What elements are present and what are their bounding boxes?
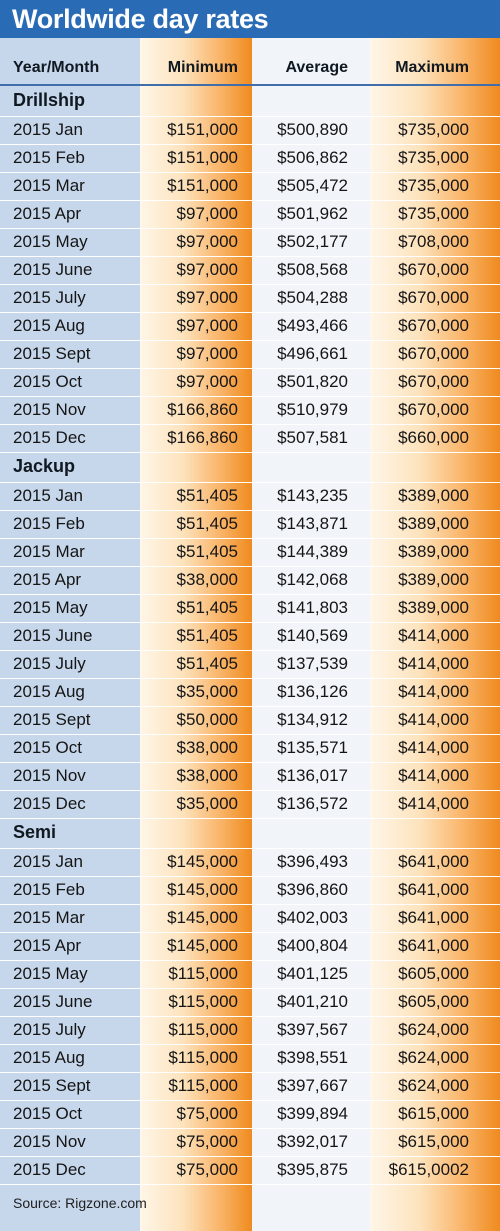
section-label-semi: Semi <box>13 822 57 842</box>
table-row <box>0 256 500 284</box>
minimum-cell: $145,000 <box>167 880 238 899</box>
table-row <box>0 1072 500 1100</box>
average-cell: $136,126 <box>277 682 348 701</box>
maximum-cell: $735,000 <box>398 120 469 139</box>
month-cell: 2015 Aug <box>13 1048 85 1067</box>
minimum-cell: $51,405 <box>176 514 238 533</box>
maximum-cell: $735,000 <box>398 148 469 167</box>
maximum-cell: $641,000 <box>398 852 469 871</box>
table-row <box>0 144 500 172</box>
average-cell: $140,569 <box>277 626 348 645</box>
maximum-cell: $414,000 <box>398 626 469 645</box>
table-row <box>0 482 500 510</box>
average-cell: $501,820 <box>277 372 348 391</box>
average-cell: $400,804 <box>277 936 348 955</box>
month-cell: 2015 July <box>13 654 86 673</box>
minimum-cell: $145,000 <box>167 936 238 955</box>
maximum-cell: $735,000 <box>398 176 469 195</box>
maximum-cell: $389,000 <box>398 514 469 533</box>
minimum-cell: $75,000 <box>176 1160 238 1179</box>
month-cell: 2015 July <box>13 1020 86 1039</box>
minimum-cell: $38,000 <box>176 570 238 589</box>
month-cell: 2015 Jan <box>13 120 83 139</box>
minimum-cell: $166,860 <box>167 400 238 419</box>
average-cell: $397,567 <box>277 1020 348 1039</box>
maximum-cell: $670,000 <box>398 344 469 363</box>
minimum-cell: $75,000 <box>176 1132 238 1151</box>
minimum-cell: $51,405 <box>176 626 238 645</box>
minimum-cell: $51,405 <box>176 598 238 617</box>
table-row <box>0 284 500 312</box>
month-cell: 2015 Sept <box>13 1076 91 1095</box>
maximum-cell: $624,000 <box>398 1020 469 1039</box>
average-cell: $504,288 <box>277 288 348 307</box>
month-cell: 2015 Oct <box>13 1104 82 1123</box>
column-header-year-month: Year/Month <box>13 59 100 76</box>
average-cell: $401,125 <box>277 964 348 983</box>
table-row <box>0 762 500 790</box>
table-row <box>0 538 500 566</box>
maximum-cell: $615,000 <box>398 1132 469 1151</box>
maximum-cell: $670,000 <box>398 372 469 391</box>
month-cell: 2015 Oct <box>13 372 82 391</box>
table-row <box>0 1128 500 1156</box>
month-cell: 2015 Dec <box>13 428 86 447</box>
minimum-cell: $38,000 <box>176 766 238 785</box>
maximum-cell: $708,000 <box>398 232 469 251</box>
average-cell: $141,803 <box>277 598 348 617</box>
minimum-cell: $145,000 <box>167 852 238 871</box>
month-cell: 2015 May <box>13 598 88 617</box>
minimum-cell: $38,000 <box>176 738 238 757</box>
maximum-cell: $660,000 <box>398 428 469 447</box>
month-cell: 2015 Sept <box>13 710 91 729</box>
month-cell: 2015 Feb <box>13 148 85 167</box>
maximum-cell: $735,000 <box>398 204 469 223</box>
maximum-cell: $414,000 <box>398 766 469 785</box>
table-row <box>0 622 500 650</box>
average-cell: $508,568 <box>277 260 348 279</box>
table-row <box>0 566 500 594</box>
table-row <box>0 904 500 932</box>
section-label-drillship: Drillship <box>13 90 86 110</box>
column-header-minimum: Minimum <box>167 59 238 76</box>
minimum-cell: $151,000 <box>167 148 238 167</box>
maximum-cell: $670,000 <box>398 400 469 419</box>
month-cell: 2015 Nov <box>13 400 86 419</box>
minimum-cell: $151,000 <box>167 176 238 195</box>
month-cell: 2015 Jan <box>13 486 83 505</box>
month-cell: 2015 Feb <box>13 880 85 899</box>
month-cell: 2015 Jan <box>13 852 83 871</box>
table-row <box>0 312 500 340</box>
table-row <box>0 848 500 876</box>
average-cell: $493,466 <box>277 316 348 335</box>
table-row <box>0 1156 500 1184</box>
month-cell: 2015 June <box>13 626 93 645</box>
minimum-cell: $115,000 <box>168 1048 238 1067</box>
maximum-cell: $414,000 <box>398 794 469 813</box>
minimum-cell: $145,000 <box>167 908 238 927</box>
maximum-cell: $414,000 <box>398 654 469 673</box>
table-row <box>0 510 500 538</box>
row-divider <box>0 452 500 453</box>
minimum-cell: $51,405 <box>176 654 238 673</box>
month-cell: 2015 Dec <box>13 1160 86 1179</box>
maximum-cell: $641,000 <box>398 880 469 899</box>
maximum-cell: $624,000 <box>398 1048 469 1067</box>
table-row <box>0 1016 500 1044</box>
month-cell: 2015 June <box>13 260 93 279</box>
row-divider <box>0 818 500 819</box>
average-cell: $398,551 <box>277 1048 348 1067</box>
table-row <box>0 594 500 622</box>
month-cell: 2015 May <box>13 964 88 983</box>
minimum-cell: $35,000 <box>176 794 238 813</box>
month-cell: 2015 Oct <box>13 738 82 757</box>
month-cell: 2015 Mar <box>13 908 85 927</box>
month-cell: 2015 Apr <box>13 936 82 955</box>
column-header-average: Average <box>285 59 348 76</box>
minimum-cell: $97,000 <box>176 204 238 223</box>
average-cell: $396,860 <box>277 880 348 899</box>
table-row <box>0 706 500 734</box>
maximum-cell: $389,000 <box>398 486 469 505</box>
average-cell: $507,581 <box>277 428 348 447</box>
average-cell: $496,661 <box>277 344 348 363</box>
table-row <box>0 876 500 904</box>
minimum-cell: $97,000 <box>176 232 238 251</box>
average-cell: $397,667 <box>277 1076 348 1095</box>
maximum-cell: $615,0002 <box>388 1160 469 1179</box>
month-cell: 2015 Nov <box>13 766 86 785</box>
maximum-cell: $670,000 <box>398 260 469 279</box>
month-cell: 2015 July <box>13 288 86 307</box>
maximum-cell: $389,000 <box>398 598 469 617</box>
month-cell: 2015 Aug <box>13 682 85 701</box>
average-cell: $142,068 <box>277 570 348 589</box>
title-bar <box>0 0 500 38</box>
month-cell: 2015 May <box>13 232 88 251</box>
average-cell: $396,493 <box>277 852 348 871</box>
minimum-cell: $166,860 <box>167 428 238 447</box>
average-cell: $143,871 <box>277 514 348 533</box>
month-cell: 2015 Mar <box>13 542 85 561</box>
table-row <box>0 790 500 818</box>
average-cell: $502,177 <box>277 232 348 251</box>
table-row <box>0 678 500 706</box>
month-cell: 2015 Feb <box>13 514 85 533</box>
average-cell: $136,572 <box>277 794 348 813</box>
average-cell: $399,894 <box>277 1104 348 1123</box>
average-cell: $402,003 <box>277 908 348 927</box>
month-cell: 2015 Mar <box>13 176 85 195</box>
table-row <box>0 368 500 396</box>
minimum-cell: $115,000 <box>168 992 238 1011</box>
maximum-cell: $605,000 <box>398 964 469 983</box>
maximum-cell: $624,000 <box>398 1076 469 1095</box>
month-cell: 2015 June <box>13 992 93 1011</box>
average-cell: $135,571 <box>277 738 348 757</box>
month-cell: 2015 Dec <box>13 794 86 813</box>
minimum-cell: $51,405 <box>176 542 238 561</box>
minimum-cell: $115,000 <box>168 964 238 983</box>
table-row <box>0 932 500 960</box>
table-row <box>0 734 500 762</box>
maximum-cell: $414,000 <box>398 682 469 701</box>
average-cell: $137,539 <box>277 654 348 673</box>
table-row <box>0 960 500 988</box>
month-cell: 2015 Apr <box>13 570 82 589</box>
source-note: Source: Rigzone.com <box>13 1195 147 1211</box>
maximum-cell: $670,000 <box>398 288 469 307</box>
average-cell: $395,875 <box>277 1160 348 1179</box>
table-row <box>0 340 500 368</box>
average-cell: $500,890 <box>277 120 348 139</box>
average-cell: $136,017 <box>277 766 348 785</box>
minimum-cell: $97,000 <box>176 372 238 391</box>
header-divider <box>0 84 500 86</box>
maximum-cell: $605,000 <box>398 992 469 1011</box>
maximum-cell: $641,000 <box>398 936 469 955</box>
minimum-cell: $51,405 <box>176 486 238 505</box>
average-cell: $392,017 <box>277 1132 348 1151</box>
table-row <box>0 424 500 452</box>
minimum-cell: $97,000 <box>176 288 238 307</box>
average-cell: $501,962 <box>277 204 348 223</box>
column-header-maximum: Maximum <box>395 59 469 76</box>
average-cell: $510,979 <box>277 400 348 419</box>
maximum-cell: $615,000 <box>398 1104 469 1123</box>
table-row <box>0 650 500 678</box>
table-row <box>0 172 500 200</box>
maximum-cell: $414,000 <box>398 738 469 757</box>
average-cell: $506,862 <box>277 148 348 167</box>
minimum-cell: $115,000 <box>168 1076 238 1095</box>
average-cell: $144,389 <box>277 542 348 561</box>
average-cell: $143,235 <box>277 486 348 505</box>
section-label-jackup: Jackup <box>13 456 76 476</box>
table-row <box>0 988 500 1016</box>
minimum-cell: $115,000 <box>168 1020 238 1039</box>
table-row <box>0 396 500 424</box>
minimum-cell: $97,000 <box>176 260 238 279</box>
month-cell: 2015 Aug <box>13 316 85 335</box>
table-row <box>0 228 500 256</box>
table-row <box>0 1100 500 1128</box>
month-cell: 2015 Nov <box>13 1132 86 1151</box>
chart-title: Worldwide day rates <box>12 4 269 34</box>
maximum-cell: $389,000 <box>398 570 469 589</box>
month-cell: 2015 Sept <box>13 344 91 363</box>
maximum-cell: $670,000 <box>398 316 469 335</box>
row-divider <box>0 1184 500 1185</box>
maximum-cell: $414,000 <box>398 710 469 729</box>
month-cell: 2015 Apr <box>13 204 82 223</box>
table-row <box>0 1044 500 1072</box>
average-cell: $134,912 <box>277 710 348 729</box>
average-cell: $401,210 <box>277 992 348 1011</box>
maximum-cell: $641,000 <box>398 908 469 927</box>
minimum-cell: $50,000 <box>176 710 238 729</box>
minimum-cell: $97,000 <box>176 316 238 335</box>
minimum-cell: $151,000 <box>167 120 238 139</box>
average-cell: $505,472 <box>277 176 348 195</box>
minimum-cell: $35,000 <box>176 682 238 701</box>
minimum-cell: $75,000 <box>176 1104 238 1123</box>
table-row <box>0 116 500 144</box>
maximum-cell: $389,000 <box>398 542 469 561</box>
table-row <box>0 200 500 228</box>
minimum-cell: $97,000 <box>176 344 238 363</box>
